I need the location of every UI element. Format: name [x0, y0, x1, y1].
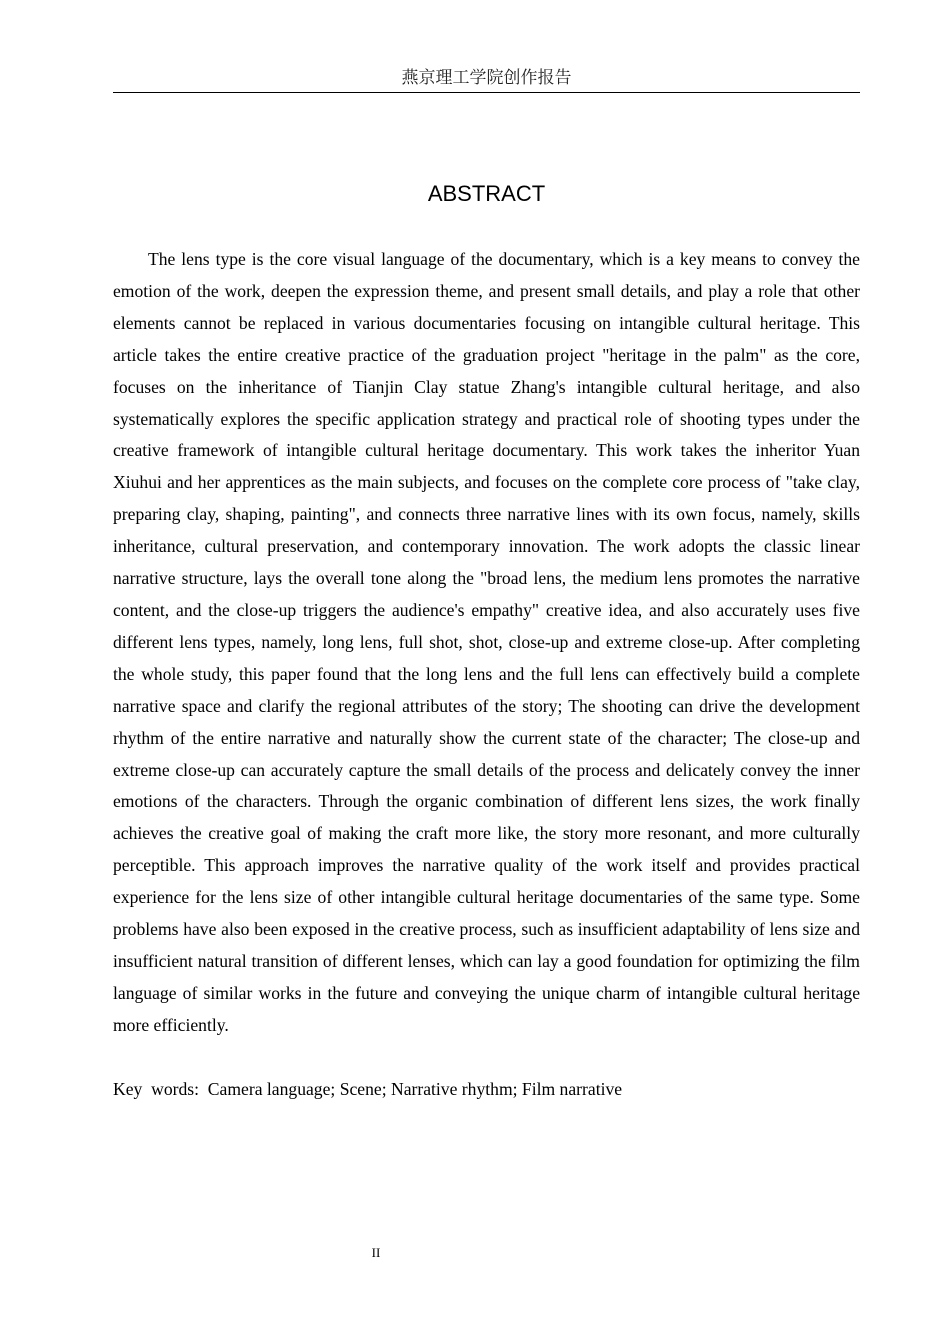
page-header: 燕京理工学院创作报告	[113, 66, 860, 93]
keywords-line: Key words: Camera language; Scene; Narrative rhythm; Film narrative	[113, 1079, 623, 1099]
abstract-title: ABSTRACT	[427, 181, 546, 206]
page-number: II	[371, 1245, 381, 1260]
abstract-body: The lens type is the core visual language of the documentary, which is a key means to convey the emotion of the work, deepen the expression theme, and present small details, and play a role that other elements cannot be replaced in various documentaries focusing on intangible cultural heritage. This article takes the entire creative practice of the graduation project "heritage in the palm" as the core, focuses on the inheritance of Tianjin Clay statue Zhang's intangible cultural heritage, and also systematically explores the specific application strategy and practical role of shooting types under the creative framework of intangible cultural heritage documentary. This work takes the inheritor Yuan Xiuhui and her apprentices as the main subjects, and focuses on the complete core process of "take clay, preparing clay, shaping, painting", and connects three narrative lines with its own focus, namely, skills inheritance, cultural preservation, and contemporary innovation. The work adopts the classic linear narrative structure, lays the overall tone along the "broad lens, the medium lens promotes the narrative content, and the close-up triggers the audience's empathy" creative idea, and also accurately uses five different lens types, namely, long lens, full shot, shot, close-up and extreme close-up. After completing the whole study, this paper found that the long lens and the full lens can effectively build a complete narrative space and clarify the regional attributes of the story; The shooting can drive the development rhythm of the entire narrative and naturally show the current state of the character; The close-up and extreme close-up can accurately capture the small details of the process and delicately convey the inner emotions of the characters. Through the organic combination of different lens sizes, the work finally achieves the creative goal of making the craft more like, the story more resonant, and more culturally perceptible. This approach improves the narrative quality of the work itself and provides practical experience for the lens size of other intangible cultural heritage documentaries of the same type. Some problems have also been exposed in the creative process, such as insufficient adaptability of lens size and insufficient natural transition of different lenses, which can lay a good foundation for optimizing the film language of similar works in the future and conveying the unique charm of intangible cultural heritage more efficiently.	[113, 249, 860, 1035]
